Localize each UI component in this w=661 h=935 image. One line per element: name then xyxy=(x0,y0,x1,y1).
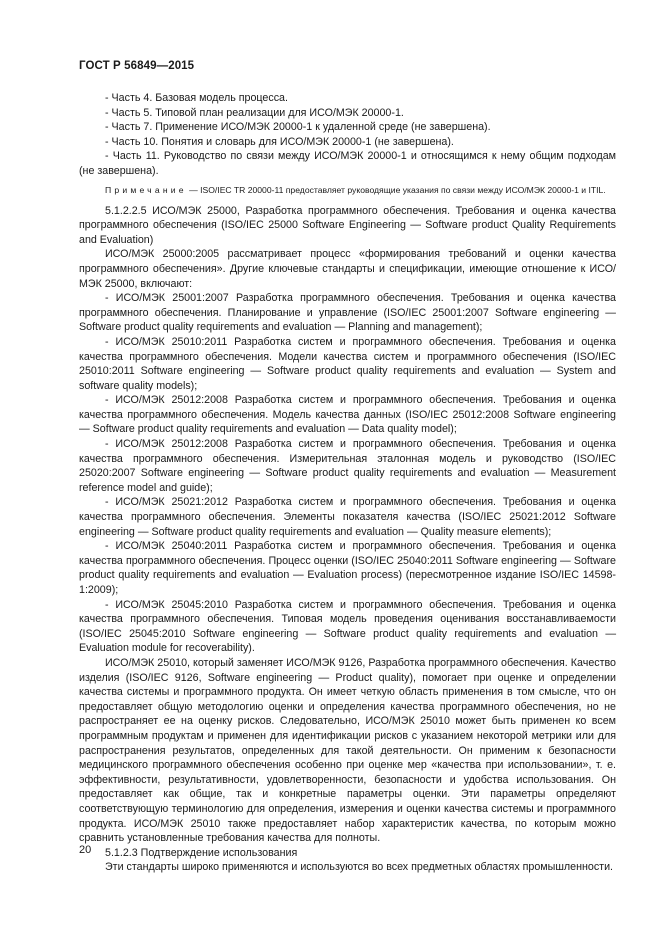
standard-item-25001: - ИСО/МЭК 25001:2007 Разработка программного обеспечения. Требования и оценка качества программного обеспечения. Планирование и управление (ISO/IEC 25001:2007 Software engineering — Software product quality requirements and evaluation — Planning and management); xyxy=(79,292,616,334)
summary-paragraph: ИСО/МЭК 25010, который заменяет ИСО/МЭК 9126, Разработка программного обеспечения. Качество изделия (ISO/IEC 9126, Software engineering — Product quality), помогает при оценке и определении качества системы и программного продукта. Он имеет четкую область применения в том смысле, что он предоставляет общую методологию оценки и определения качества программного обеспечения, но не распространяет ее на оценку рисков. Следовательно, ИСО/МЭК 25010 может быть применен ко всем программным продуктам и применен для идентификации рисков с указанием некоторой метрики или для распространения результатов, определенных для такой деятельности. Он применим к безопасности медицинского программного обеспечения особенно при оценке мер «качества при использовании», т. е. эффективности, результативности, удовлетворенности, безопасности и удобства использования. Он предоставляет как общие, так и конкретные параметры оценки. Эти параметры определяют соответствующую терминологию для определения, измерения и оценки качества системы и программного продукта. ИСО/МЭК 25010 также предоставляет набор характеристик качества, по которым можно сравнить установленные требования качества для полноты. xyxy=(79,656,616,845)
standard-item-25021: - ИСО/МЭК 25021:2012 Разработка систем и программного обеспечения. Требования и оценка качества программного обеспечения. Элементы показателя качества (ISO/IEC 25021:2012 Software engineering — Software product quality requirements and evaluation — Quality measure elements); xyxy=(79,496,616,538)
page-number: 20 xyxy=(79,844,92,856)
part-item-5: - Часть 5. Типовой план реализации для ИСО/МЭК 20000-1. xyxy=(105,106,404,119)
part-item-10: - Часть 10. Понятия и словарь для ИСО/МЭК 20000-1 (не завершена). xyxy=(105,135,454,148)
standard-item-25012: - ИСО/МЭК 25012:2008 Разработка систем и программного обеспечения. Требования и оценка качества программного обеспечения. Модель качества данных (ISO/IEC 25012:2008 Software engineering — Software product quality requirements and evaluation — Data quality model); xyxy=(79,394,616,436)
standard-item-25020: - ИСО/МЭК 25012:2008 Разработка систем и программного обеспечения. Требования и оценка качества программного обеспечения. Измерительная эталонная модель и руководство (ISO/IEC 25020:2007 Software engineering — Software product quality requirements and evaluation — Measurement reference model and guide); xyxy=(79,438,616,494)
note-text: — ISO/IEC TR 20000-11 предоставляет руководящие указания по связи между ИСО/МЭК 20000-1 и ITIL. xyxy=(186,184,606,195)
section-heading-5-1-2-3: 5.1.2.3 Подтверждение использования xyxy=(105,846,298,859)
section-text-5-1-2-3: Эти стандарты широко применяются и используются во всех предметных областях промышленности. xyxy=(105,861,614,874)
note-paragraph xyxy=(79,184,616,196)
part-item-4: - Часть 4. Базовая модель процесса. xyxy=(105,92,288,104)
part-item-11: - Часть 11. Руководство по связи между ИСО/МЭК 20000-1 и относящимся к нему общим подходам (не завершена). xyxy=(79,150,616,177)
section-intro: ИСО/МЭК 25000:2005 рассматривает процесс «формирования требований и оценки качества программного обеспечения». Другие ключевые стандарты и спецификации, имеющие отношение к ИСО/МЭК 25000, включают: xyxy=(79,248,616,290)
document-body xyxy=(79,91,616,875)
part-item-7: - Часть 7. Применение ИСО/МЭК 20000-1 к удаленной среде (не завершена). xyxy=(105,121,491,134)
standard-item-25010: - ИСО/МЭК 25010:2011 Разработка систем и программного обеспечения. Требования и оценка качества программного обеспечения. Модели качества систем и программного обеспечения (ISO/IEC 25010:2011 Software engineering — Software product quality requirements and evaluation — System and software quality models); xyxy=(79,335,616,392)
document-header: ГОСТ Р 56849—2015 xyxy=(79,60,195,72)
standard-item-25045: - ИСО/МЭК 25045:2010 Разработка систем и программного обеспечения. Требования и оценка качества программного обеспечения. Типовая модель проведения оценивания восстанавливаемости (ISO/IEC 25045:2010 Software engineering — Software product quality requirements and evaluation — Evaluation module for recoverability). xyxy=(79,598,616,655)
section-heading-5-1-2-2-5: 5.1.2.2.5 ИСО/МЭК 25000, Разработка программного обеспечения. Требования и оценка качества программного обеспечения (ISO/IEC 25000 Software Engineering — Software product Quality Requirements and Evaluation) xyxy=(79,204,616,246)
note-label: Примечание xyxy=(105,184,187,195)
standard-item-25040: - ИСО/МЭК 25040:2011 Разработка систем и программного обеспечения. Требования и оценка качества программного обеспечения. Процесс оценки (ISO/IEC 25040:2011 Software engineering — Software product quality requirements and evaluation — Evaluation process) (пересмотренное издание ISO/IEC 14598-1:2009); xyxy=(79,540,616,596)
